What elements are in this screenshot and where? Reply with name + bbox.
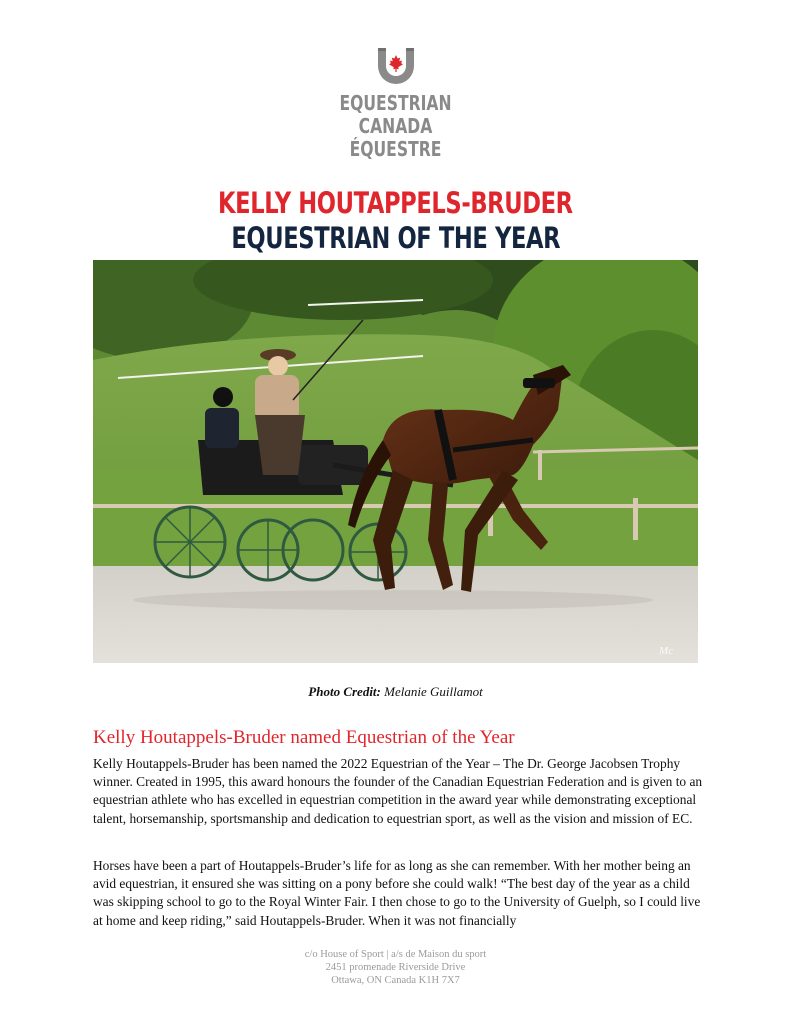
photo-signature: Mc [659,645,674,657]
horseshoe-maple-leaf-icon [373,44,419,90]
article-paragraph: Horses have been a part of Houtappels-Bruder’s life for as long as she can remember. With her mother being an avid equestrian, it ensured she was sitting on a pony before she could walk! “The best day of the year as a child was skipping school to go to the Royal Winter Fair. I then chose to go to the University of Guelph, so I could live at home and keep riding,” said Houtappels-Bruder. When it was not financially [93,858,701,928]
photo-credit [0,684,791,700]
logo-line-2: CANADA [358,114,433,138]
article-paragraph: Kelly Houtappels-Bruder has been named the 2022 Equestrian of the Year – The Dr. George Jacobsen Trophy winner. Created in 1995, this award honours the founder of the Canadian Equestrian Federation and is given to an equestrian athlete who has excelled in equestrian competition in the award year while demonstrating exceptional talent, horsemanship, sportsmanship and dedication to equestrian sport, as well as the vision and mission of EC. [93,756,703,826]
footer-line: 2451 promenade Riverside Drive [325,962,466,973]
logo-line-1: EQUESTRIAN [339,91,452,115]
headline-award: EQUESTRIAN OF THE YEAR [231,221,560,255]
photo-credit-name: Melanie Guillamot [380,684,483,699]
carriage-driving-horse-photo [93,260,698,663]
footer-line: Ottawa, ON Canada K1H 7X7 [331,975,460,986]
logo [0,44,791,161]
headline-name: KELLY HOUTAPPELS-BRUDER [218,186,573,220]
article-title: Kelly Houtappels-Bruder named Equestrian of the Year [93,727,515,748]
photo-credit-label: Photo Credit [308,684,377,699]
photo-credit-separator: : [376,684,381,699]
footer-address [0,948,791,987]
footer-line: c/o House of Sport | a/s de Maison du sport [304,949,487,960]
logo-wordmark [87,92,704,161]
logo-line-3: ÉQUESTRE [349,137,442,161]
